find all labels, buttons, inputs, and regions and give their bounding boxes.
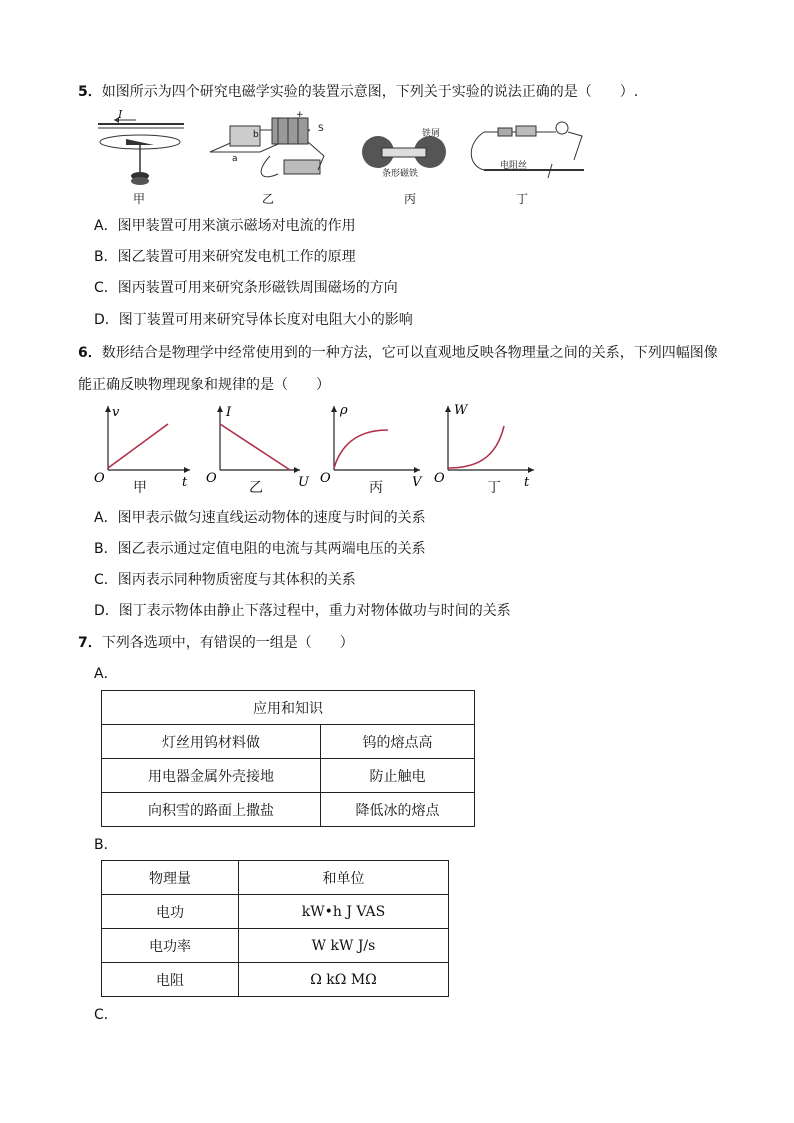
table-row [102, 725, 475, 759]
question-number: 7． [78, 635, 102, 651]
caption-jia: 甲 [132, 192, 145, 206]
question-6-stem-line2: 能正确反映物理现象和规律的是（ ） [78, 377, 330, 393]
terminal-b-label: b [253, 130, 259, 140]
q6-option-c[interactable]: C．图丙表示同种物质密度与其体积的关系 [94, 572, 356, 588]
table-cell: 钨的熔点高 [321, 725, 475, 759]
line-curve [220, 424, 290, 470]
question-7-stem [78, 633, 354, 653]
question-text: 数形结合是物理学中经常使用到的一种方法，它可以直观地反映各物理量之间的关系，下列四幅图像 [101, 345, 718, 361]
table-row [102, 963, 449, 997]
question-number: 5． [78, 84, 102, 100]
compass-wire-apparatus-icon [96, 112, 186, 192]
q5-option-b[interactable]: B．图乙装置可用来研究发电机工作的原理 [94, 249, 356, 265]
q5-option-c[interactable]: C．图丙装置可用来研究条形磁铁周围磁场的方向 [94, 280, 398, 296]
graph-ding [434, 402, 544, 492]
q5-option-d[interactable]: D．图丁装置可用来研究导体长度对电阻大小的影响 [94, 312, 413, 328]
question-5-stem [78, 82, 638, 102]
table-row [102, 759, 475, 793]
table-cell: 向积雪的路面上撒盐 [102, 793, 321, 827]
table-cell: W kW J/s [239, 929, 449, 963]
resistance-wire-circuit-icon [464, 112, 589, 182]
bar-magnet-label: 条形磁铁 [382, 169, 419, 179]
table-row [102, 929, 449, 963]
table-cell: 电功 [102, 895, 239, 929]
question-text: 如图所示为四个研究电磁学实验的装置示意图，下列关于实验的说法正确的是（ ）. [101, 84, 639, 100]
line-curve [108, 424, 168, 468]
table-row [102, 895, 449, 929]
table-header: 和单位 [239, 861, 449, 895]
table-row [102, 793, 475, 827]
origin-label: O [94, 471, 105, 486]
x-axis-label: t [182, 475, 188, 490]
graph-bing [320, 402, 430, 492]
q7-option-b-label[interactable]: B． [94, 837, 118, 853]
table-header: 物理量 [102, 861, 239, 895]
table-cell: 降低冰的熔点 [321, 793, 475, 827]
x-axis-label: U [298, 475, 309, 490]
graph-caption-yi: 乙 [249, 480, 263, 496]
q7-option-c-label[interactable]: C． [94, 1007, 118, 1023]
saturation-curve [334, 430, 388, 468]
graph-caption-ding: 丁 [487, 480, 501, 496]
table-cell: 灯丝用钨材料做 [102, 725, 321, 759]
resistance-wire-label: 电阻丝 [500, 161, 528, 171]
q6-option-a[interactable]: A．图甲表示做匀速直线运动物体的速度与时间的关系 [94, 510, 426, 526]
caption-yi: 乙 [261, 192, 274, 206]
question-number: 6． [78, 345, 102, 361]
origin-label: O [320, 471, 331, 486]
iron-filings-label: 铁屑 [422, 129, 441, 139]
table-header: 应用和知识 [102, 691, 475, 725]
knowledge-table-a [101, 690, 475, 827]
q6-option-d[interactable]: D．图丁表示物体由静止下落过程中，重力对物体做功与时间的关系 [94, 603, 511, 619]
terminal-a-label: a [232, 154, 238, 164]
x-axis-label: V [412, 475, 422, 490]
table-cell: Ω kΩ MΩ [239, 963, 449, 997]
origin-label: O [434, 471, 445, 486]
table-header-row [102, 861, 449, 895]
question-6-stem [78, 343, 718, 363]
table-cell: kW•h J VAS [239, 895, 449, 929]
origin-label: O [206, 471, 217, 486]
switch-s-label: S [318, 124, 324, 134]
rising-curve [448, 426, 504, 468]
table-cell: 用电器金属外壳接地 [102, 759, 321, 793]
y-axis-label: I [226, 405, 232, 420]
caption-ding: 丁 [515, 192, 528, 206]
table-cell: 电阻 [102, 963, 239, 997]
knowledge-table-b [101, 860, 449, 997]
y-axis-label: ρ [340, 403, 348, 418]
graph-jia [94, 402, 194, 492]
q7-option-a-label[interactable]: A． [94, 666, 118, 682]
graph-yi [206, 402, 316, 492]
graph-caption-jia: 甲 [133, 480, 147, 496]
y-axis-label: v [112, 405, 120, 420]
current-label: I [118, 108, 123, 121]
electromagnet-circuit-icon [200, 112, 330, 192]
q5-option-a[interactable]: A．图甲装置可用来演示磁场对电流的作用 [94, 218, 356, 234]
caption-bing: 丙 [403, 192, 416, 206]
table-cell: 电功率 [102, 929, 239, 963]
table-cell: 防止触电 [321, 759, 475, 793]
y-axis-label: W [454, 403, 468, 418]
q6-option-b[interactable]: B．图乙表示通过定值电阻的电流与其两端电压的关系 [94, 541, 426, 557]
plus-label: + [296, 110, 304, 120]
graph-caption-bing: 丙 [369, 480, 383, 496]
question-text: 下列各选项中，有错误的一组是（ ） [101, 635, 354, 651]
x-axis-label: t [524, 475, 530, 490]
